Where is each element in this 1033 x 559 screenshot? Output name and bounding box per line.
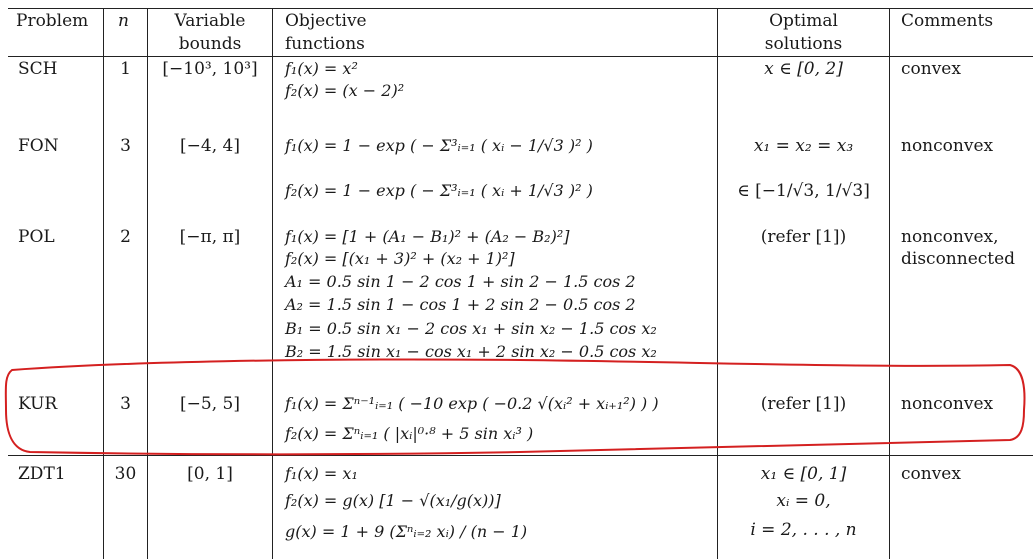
row-pol-a2: A₂ = 1.5 sin 1 − cos 1 + 2 sin 2 − 0.5 cos 2 — [285, 295, 636, 314]
row-fon-bounds: [−4, 4] — [180, 136, 240, 156]
header-optimal-line1: Optimal — [769, 11, 838, 31]
col-rule-3 — [272, 8, 273, 559]
row-sch-optimal: x ∈ [0, 2] — [764, 59, 843, 79]
header-bounds-line2: bounds — [178, 34, 242, 54]
row-zdt1-problem: ZDT1 — [18, 464, 66, 484]
header-objective-line1: Objective — [285, 11, 367, 31]
row-pol-bounds: [−π, π] — [179, 227, 241, 247]
row-zdt1-bounds: [0, 1] — [187, 464, 233, 484]
row-sch-bounds: [−10³, 10³] — [162, 59, 258, 79]
row-pol-f2: f₂(x) = [(x₁ + 3)² + (x₂ + 1)²] — [285, 249, 515, 268]
row-sch-problem: SCH — [18, 59, 58, 79]
row-pol-n: 2 — [120, 227, 131, 247]
row-pol-problem: POL — [18, 227, 55, 247]
row-zdt1-optimal-line2: xᵢ = 0, — [776, 491, 831, 511]
row-fon-optimal-line2: ∈ [−1/√3, 1/√3] — [737, 181, 870, 201]
row-fon-n: 3 — [120, 136, 131, 156]
row-sch-n: 1 — [120, 59, 131, 79]
header-bounds-line1: Variable — [174, 11, 246, 31]
row-pol-comments-line1: nonconvex, — [901, 227, 999, 247]
row-fon-f2: f₂(x) = 1 − exp ( − Σ³ᵢ₌₁ ( xᵢ + 1/√3 )² ) — [285, 181, 593, 200]
row-kur-f1: f₁(x) = Σⁿ⁻¹ᵢ₌₁ ( −10 exp ( −0.2 √(xᵢ² + xᵢ₊₁²) ) ) — [285, 394, 659, 413]
header-n: n — [118, 11, 129, 31]
row-kur-bounds: [−5, 5] — [180, 394, 240, 414]
row-zdt1-f1: f₁(x) = x₁ — [285, 464, 358, 483]
row-pol-comments-line2: disconnected — [901, 249, 1016, 269]
row-fon-f1: f₁(x) = 1 − exp ( − Σ³ᵢ₌₁ ( xᵢ − 1/√3 )² ) — [285, 136, 593, 155]
row-zdt1-optimal-line3: i = 2, . . . , n — [750, 520, 857, 540]
header-bottom-rule — [8, 56, 1033, 57]
row-zdt1-f2: f₂(x) = g(x) [1 − √(x₁/g(x))] — [285, 491, 501, 510]
row-zdt1-g: g(x) = 1 + 9 (Σⁿᵢ₌₂ xᵢ) / (n − 1) — [285, 522, 528, 541]
row-sch-f1: f₁(x) = x² — [285, 59, 358, 78]
row-sch-comments: convex — [901, 59, 961, 79]
header-optimal-line2: solutions — [764, 34, 843, 54]
row-pol-a1: A₁ = 0.5 sin 1 − 2 cos 1 + sin 2 − 1.5 cos 2 — [285, 272, 636, 291]
row-kur-comments: nonconvex — [901, 394, 994, 414]
row-fon-problem: FON — [18, 136, 59, 156]
header-objective-line2: functions — [285, 34, 365, 54]
header-comments: Comments — [901, 11, 994, 31]
row-kur-n: 3 — [120, 394, 131, 414]
row-zdt1-n: 30 — [114, 464, 137, 484]
row-fon-comments: nonconvex — [901, 136, 994, 156]
zdt1-top-rule — [8, 455, 1033, 456]
row-fon-optimal-line1: x₁ = x₂ = x₃ — [753, 136, 854, 156]
row-pol-b2: B₂ = 1.5 sin x₁ − cos x₁ + 2 sin x₂ − 0.5 cos x₂ — [285, 342, 657, 361]
col-rule-5 — [889, 8, 890, 559]
row-zdt1-optimal-line1: x₁ ∈ [0, 1] — [760, 464, 847, 484]
row-kur-problem: KUR — [18, 394, 58, 414]
row-pol-f1: f₁(x) = [1 + (A₁ − B₁)² + (A₂ − B₂)²] — [285, 227, 570, 246]
row-zdt1-comments: convex — [901, 464, 961, 484]
table-top-rule — [8, 8, 1033, 9]
row-pol-optimal: (refer [1]) — [760, 227, 847, 247]
row-kur-f2: f₂(x) = Σⁿᵢ₌₁ ( |xᵢ|⁰·⁸ + 5 sin xᵢ³ ) — [285, 424, 534, 443]
row-pol-b1: B₁ = 0.5 sin x₁ − 2 cos x₁ + sin x₂ − 1.5 cos x₂ — [285, 319, 657, 338]
header-problem: Problem — [16, 11, 89, 31]
row-sch-f2: f₂(x) = (x − 2)² — [285, 81, 405, 100]
row-kur-optimal: (refer [1]) — [760, 394, 847, 414]
